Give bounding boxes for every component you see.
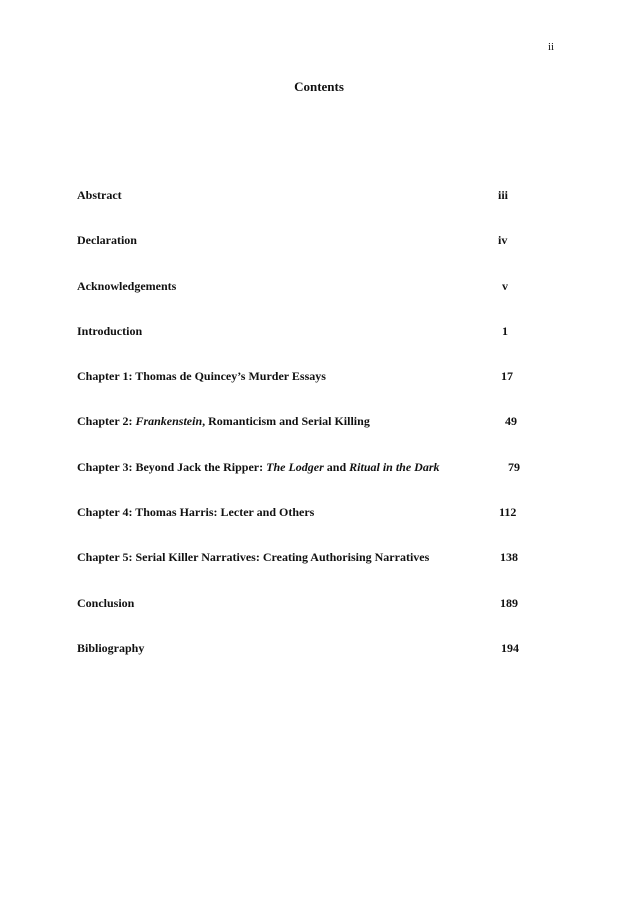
table-of-contents (77, 188, 537, 686)
toc-entry (77, 641, 537, 686)
toc-entry-page: iv (498, 233, 508, 248)
toc-label-part: Conclusion (77, 595, 135, 610)
toc-label-part: Chapter 3: Beyond Jack the Ripper: (77, 459, 267, 474)
toc-entry-page: 189 (500, 595, 518, 610)
toc-entry (77, 596, 537, 641)
toc-entry (77, 188, 537, 233)
toc-label-part-italic: Ritual in the Dark (349, 459, 440, 474)
toc-entry (77, 550, 537, 595)
toc-entry-page: v (502, 278, 508, 293)
toc-entry-page: 49 (505, 414, 517, 429)
toc-entry-page: 79 (508, 459, 520, 474)
toc-entry-page: 138 (500, 550, 518, 565)
toc-entry-label (77, 460, 440, 475)
toc-entry (77, 324, 537, 369)
toc-label-part: Chapter 1: Thomas de Quincey’s Murder Essays (77, 369, 326, 384)
toc-entry-label (77, 188, 122, 203)
toc-entry-label (77, 641, 144, 656)
toc-entry-label (77, 596, 134, 611)
toc-entry (77, 505, 537, 550)
toc-label-part-italic: Frankenstein (135, 414, 203, 429)
toc-entry (77, 414, 537, 459)
toc-label-part: Chapter 5: Serial Killer Narratives: Creating Authorising Narratives (77, 550, 430, 565)
toc-label-part: Chapter 4: Thomas Harris: Lecter and Others (77, 505, 315, 520)
toc-entry-page: 112 (499, 505, 517, 520)
page-title: Contents (294, 79, 344, 94)
toc-label-part: Abstract (77, 188, 122, 202)
toc-label-part: Acknowledgements (77, 278, 177, 293)
toc-label-part: Bibliography (77, 640, 145, 655)
toc-label-part-italic: The Lodger (266, 459, 324, 474)
toc-entry-label (77, 414, 370, 429)
toc-entry (77, 233, 537, 278)
toc-entry-page: iii (498, 188, 509, 202)
toc-entry-label (77, 279, 176, 294)
toc-entry-label (77, 324, 142, 339)
toc-label-part: , Romanticism and Serial Killing (202, 414, 370, 429)
toc-entry-label (77, 505, 314, 520)
toc-entry (77, 460, 537, 505)
toc-label-part: Chapter 2: (77, 414, 136, 429)
toc-entry (77, 369, 537, 414)
toc-entry-page: 194 (501, 640, 519, 655)
toc-entry-label (77, 550, 429, 565)
toc-entry-label (77, 369, 326, 384)
page-number: ii (548, 41, 555, 53)
toc-label-part: Declaration (77, 233, 137, 248)
toc-entry (77, 279, 537, 324)
toc-label-part: and (323, 459, 350, 474)
toc-entry-label (77, 233, 137, 248)
toc-entry-page: 17 (501, 369, 513, 384)
toc-label-part: Introduction (77, 323, 143, 338)
toc-entry-page: 1 (502, 323, 508, 338)
